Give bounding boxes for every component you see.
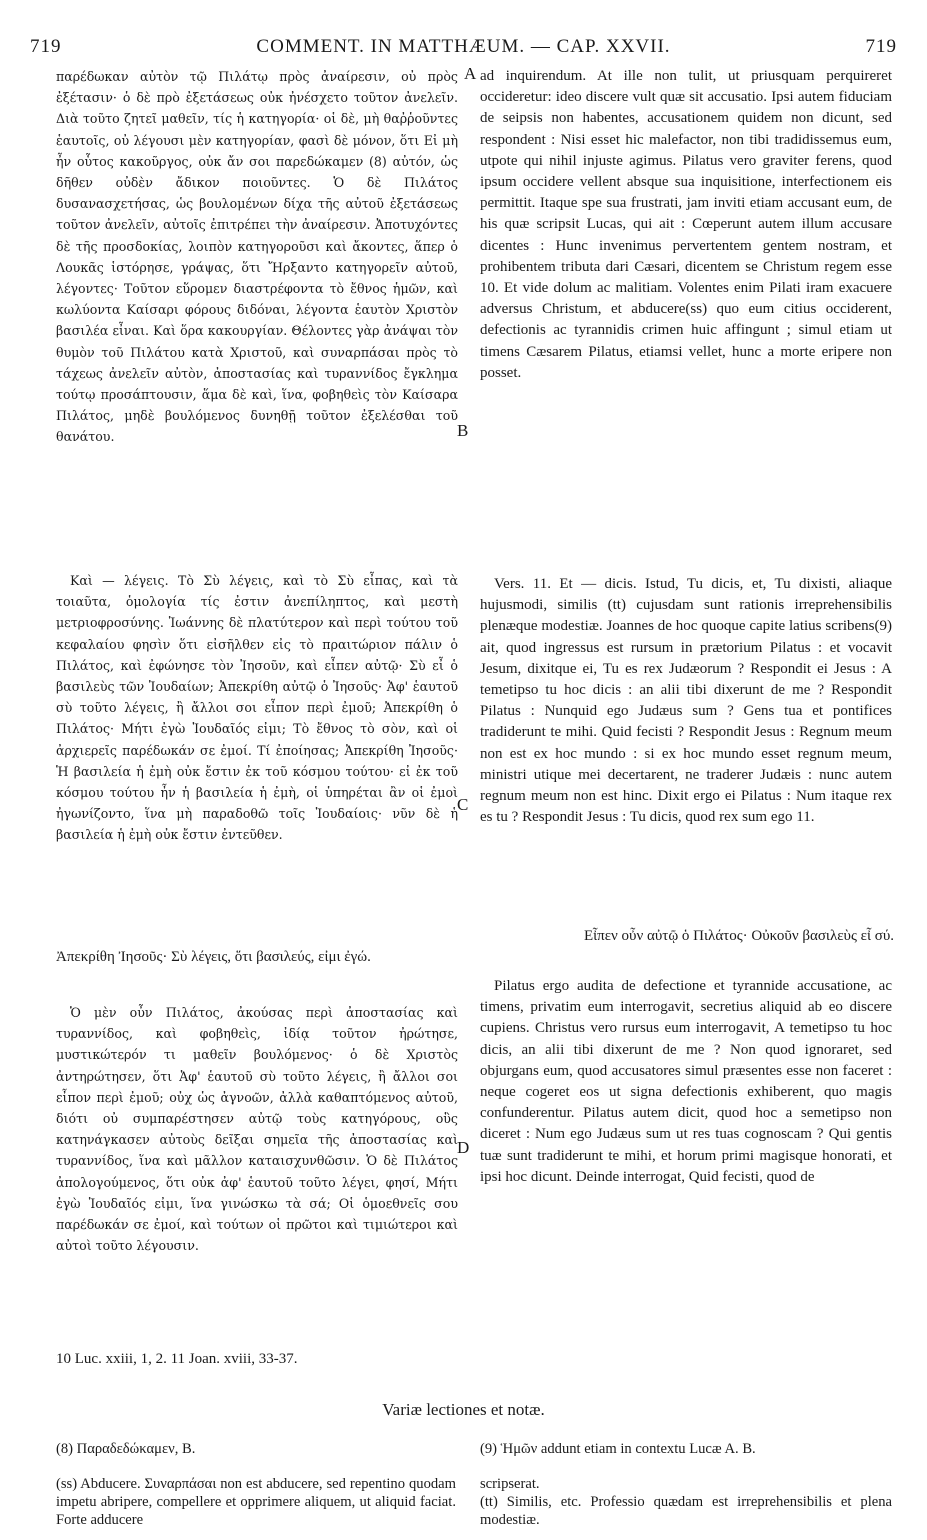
right-column-latin-3 [480,976,892,1188]
greek-paragraph-2: Καὶ — λέγεις. Τὸ Σὺ λέγεις, καὶ τὸ Σὺ εἶπας, καὶ τὰ τοιαῦτα, ὁμολογία τίς ἐστιν ἀνεπίληπτος, καὶ μεστὴ μετριοφροσύνης. Ἰωάννης δὲ πλατύτερον καὶ περὶ τούτου τοῦ κεφαλαίου φησὶν ὅτι εἰσῆλθεν εἰς τὸ πραιτώριον πάλιν ὁ Πιλάτος, καὶ ἐφώνησε τὸν Ἰησοῦν, καὶ εἶπεν αὐτῷ· Σὺ εἶ ὁ βασιλεὺς τῶν Ἰουδαίων; Ἀπεκρίθη αὐτῷ ὁ Ἰησοῦς· Ἀφ' ἑαυτοῦ σὺ τοῦτο λέγεις, ἢ ἄλλοι σοι εἶπον περὶ ἐμοῦ; Ἀπεκρίθη ὁ Πιλάτος· Μήτι ἐγὼ Ἰουδαῖός εἰμι; Τὸ ἔθνος τὸ σὸν, καὶ οἱ ἀρχιερεῖς παρέδωκάν σε ἐμοί. Τί ἐποίησας; Ἀπεκρίθη Ἰησοῦς· Ἡ βασιλεία ἡ ἐμὴ οὐκ ἔστιν ἐκ τοῦ κόσμου τούτου· εἰ ἐκ τοῦ κόσμου τούτου ἦν ἡ βασιλεία ἡ ἐμὴ, οἱ ὑπηρέται ἂν οἱ ἐμοὶ ἠγωνίζοντο, ἵνα μὴ παραδοθῶ τοῖς Ἰουδαίοις· νῦν δὲ ἡ βασιλεία ἡ ἐμὴ οὐκ ἔστιν ἐντεῦθεν. [56,573,458,843]
latin-paragraph-3: Pilatus ergo audita de defectione et tyrannide accusatione, ac timens, privatim eum interrogavit, secretius aliquid ab eo discere cupiens. Christus vero rursus eum interrogavit, A temetipso tu hoc dicis, an alii tibi dixerunt de me ? Non quod ignoraret, sed objurgans eum, quod accusatores simul præsentes esse non faceret : neque cogeret eos ut signa defectionis exhiberent, quo magis confunderentur. Pilatus autem dicit, quod hoc a semetipso non diceret : Num ego Judæus sum ut res tuas cognoscam ? Qui gentis tuæ sunt tradiderunt te mihi, et horum primi magisque honorati, et ipsi hoc dicunt. Deinde interrogat, Quid fecisti, quod de [480,978,892,1185]
left-column-greek-2 [56,570,458,846]
greek-paragraph-1: παρέδωκαν αὐτὸν τῷ Πιλάτῳ πρὸς ἀναίρεσιν, οὐ πρὸς ἐξέτασιν· ὁ δὲ πρὸ ἐξετάσεως οὐκ ἠνέσχετο τοῦτον ἀνελεῖν. Διὰ τοῦτο ζητεῖ μαθεῖν, τίς ἡ κατηγορία· οἱ δὲ, μὴ θαῤῥοῦντες ἑαυτοῖς, οὐ λέγουσι μὲν κατηγορίαν, φασὶ δὲ μόνον, ὅτι Εἰ μὴ ἦν οὗτος κακοῦργος, οὐκ ἄν σοι παρεδώκαμεν (8) αὐτόν, ὡς δῆθεν οὐδὲν ἄδικον ποιοῦντες. Ὁ δὲ Πιλάτος δυσανασχετήσας, ὡς βουλομένων δίχα τῆς αὐτοῦ ἐξετάσεως τοῦτον ἀνελεῖν, αὐτοῖς ἐπιτρέπει τὴν ἀναίρεσιν. Ἀποτυχόντες δὲ τῆς προσδοκίας, λοιπὸν κατηγοροῦσι καὶ ἄκοντες, ἅπερ ὁ Λουκᾶς ἱστόρησε, γράψας, ὅτι Ἤρξαντο κατηγορεῖν αὐτοῦ, λέγοντες· Τοῦτον εὕρομεν διαστρέφοντα τὸ ἔθνος ἡμῶν, καὶ κωλύοντα Καίσαρι φόρους διδόναι, λέγοντα ἑαυτὸν Χριστὸν βασιλέα εἶναι. Καὶ ὅρα κακουργίαν. Θέλοντες γὰρ ἀνάψαι τὸν θυμὸν τοῦ Πιλάτου κατὰ Χριστοῦ, καὶ συναρπάσαι πρὸς τὸ τάχεως ἀνελεῖν αὐτὸν, ἀποστασίας καὶ τυραννίδος ἔγκλημα τούτῳ προσάπτουσιν, ἅμα δὲ καὶ, ἵνα, φοβηθεὶς τὸν Καίσαρα Πιλάτος, μηδὲ βουλόμενος δυνηθῇ τοῦτον ἐξελέσθαι τοῦ θανάτου. [56,69,458,445]
right-column-latin [480,66,892,384]
left-column-greek [56,66,458,448]
latin-paragraph-1: ad inquirendum. At ille non tulit, ut priusquam perquireret occideretur: ideo discere vult quæ sit accusatio. Ipsi autem fiduciam de seipsis non habentes, accusationem quidem non dicunt, sed respondent : Nisi esset hic malefactor, non tibi tradidissemus eum, utpote qui nihil injuste agimus. Pilatus vero graviter ferens, quod ipsum occidere vellent absque sua inquisitione, interfectionem eis permittit. Itaque spe sua frustrati, jam inviti etiam accusant eum, de his quæ scripsit Lucas, qui ait : Cœperunt autem illum accusare dicentes : Hunc invenimus pervertentem gentem nostram, et prohibentem tributa dari Cæsari, dicentem se Christum regem esse 10. Et vide dolum ac malitiam. Volentes enim Pilati iram exacuere adversus Christum, et abducere(ss) quo eum citius occiderent, defectionis ac tyrannidis crimen huic affingunt ; simul etiam ut timens Cæsarem Pilatus, etiamsi vellet, hunc a morte eripere non posset. [480,68,892,381]
spanning-line-1: Εἶπεν οὖν αὐτῷ ὁ Πιλάτος· Οὐκοῦν βασιλεὺς εἶ σύ. [583,928,894,944]
page-number-left: 719 [30,36,62,57]
spanning-line-2: Ἀπεκρίθη Ἰησοῦς· Σὺ λέγεις, ὅτι βασιλεύς, εἰμι ἐγώ. [56,949,371,965]
spanning-greek-lines [56,926,894,968]
page-number-right: 719 [865,36,897,57]
greek-paragraph-3: Ὁ μὲν οὖν Πιλάτος, ἀκούσας περὶ ἀποστασίας καὶ τυραννίδος, καὶ φοβηθεὶς, ἰδίᾳ τοῦτον ἠρώτησε, μυστικώτερόν τι μαθεῖν βουλόμενος· ὁ δὲ Χριστὸς ἀντηρώτησεν, ὅτι Ἀφ' ἑαυτοῦ σὺ τοῦτο λέγεις, ἢ ἄλλοι σοι εἶπον περὶ ἐμοῦ; οὐχ ὡς ἀγνοῶν, ἀλλὰ καθαπτόμενος αὐτοῦ, διότι οὐ συμπαρέστησεν αὐτῷ τοὺς κατηγόρους, οὓς κατηνάγκασεν αὐτοὺς δεῖξαι σημεῖα τῆς ἀποστασίας καὶ τυραννίδος, ἵνα καὶ μᾶλλον καταισχυνθῶσιν. Ὁ δὲ Πιλάτος ἀπολογούμενος, ὅτι οὐκ ἀφ' ἑαυτοῦ τοῦτο λέγει, φησί, Μήτι ἐγὼ Ἰουδαῖός εἰμι, ἵνα γινώσκω τὰ σά; Οἱ ὁμοεθνεῖς σου παρέδωκάν σε ἐμοί, καὶ τούτων οἱ πρῶτοι καὶ τιμιώτεροι καὶ αὐτοὶ τοῦτο λέγουσιν. [56,1005,458,1254]
running-title: COMMENT. IN MATTHÆUM. — CAP. XXVII. [256,36,671,57]
latin-paragraph-2: Vers. 11. Et — dicis. Istud, Tu dicis, et, Tu dixisti, aliaque hujusmodi, similis (tt) cujusdam sunt rationis irreprehensibilis plenæque modestiæ. Joannes de hoc quoque capite latius scribens(9) ait, quod ingressus est rursum in prætorium Pilatus : et vocavit Jesum, dixitque ei, Tu es rex Judæorum ? Respondit ei Jesus : A temetipso tu hoc dicis : an alii tibi dixerunt de me ? Respondit Pilatus : Nunquid ego Judæus sum ? Gens tua et pontifices tradiderunt te mihi. Quid fecisti ? Respondit Jesus : Regnum meum non est ex hoc mundo : si ex hoc mundo esset regnum meum, ministri utique mei decertarent, ne traderer Judæis : nunc autem regnum meum non est hinc. Dixit ergo ei Pilatus : Num itaque rex es tu ? Respondit Jesus : Tu dicis, quod rex sum ego 11. [480,576,892,826]
note-ss-continued: scripserat. [480,1476,540,1492]
note-ss: (ss) Abducere. Συναρπάσαι non est abducere, sed repentino quodam impetu abripere, compellere et opprimere aliquem, ut aliquid faciat. Forte adducere [56,1476,456,1528]
margin-letter-c: C [457,795,469,814]
margin-letter-a: A [464,64,477,83]
variae-lectiones-heading: Variæ lectiones et notæ. [382,1400,545,1419]
note-9: (9) Ἡμῶν addunt etiam in contextu Lucæ A. B. [480,1441,756,1457]
left-column-greek-3 [56,1002,458,1256]
margin-letter-d: D [457,1138,470,1157]
running-header [30,36,897,62]
note-tt: (tt) Similis, etc. Professio quædam est irreprehensibilis et plena modestiæ. [480,1494,892,1528]
margin-letter-b: B [457,421,469,440]
footnote-references: 10 Luc. xxiii, 1, 2. 11 Joan. xviii, 33-37. [56,1351,298,1367]
note-8: (8) Παραδεδώκαμεν, B. [56,1441,196,1457]
right-column-latin-2 [480,574,892,828]
